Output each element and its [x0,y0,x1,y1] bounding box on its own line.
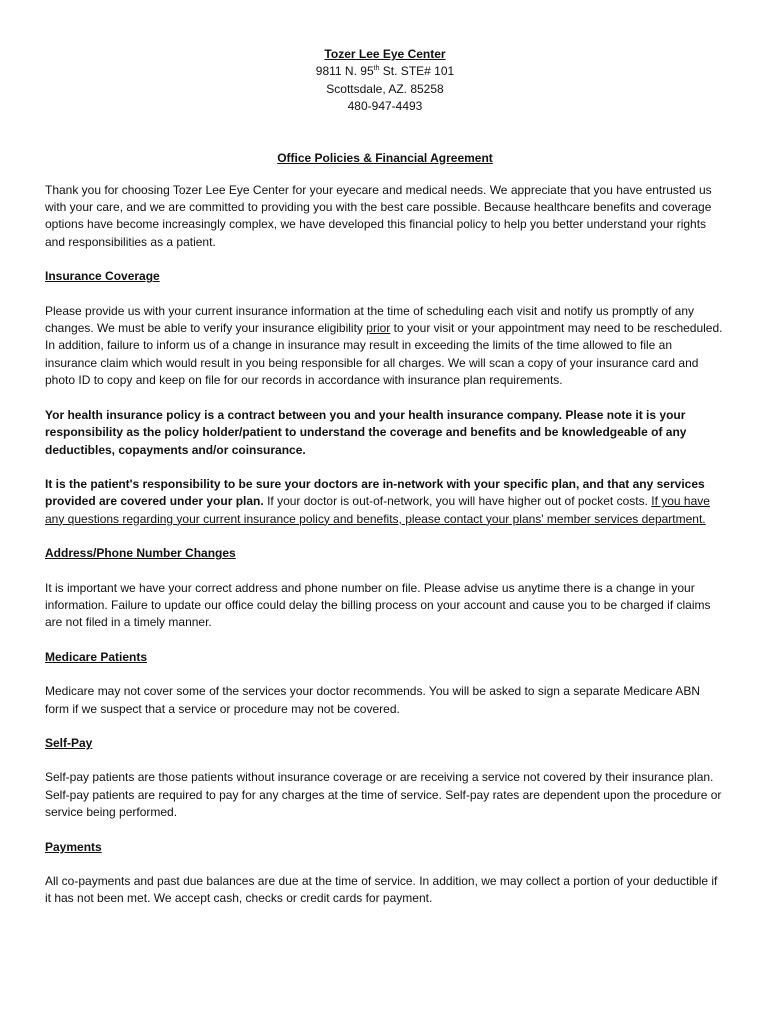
address-superscript: th [373,65,380,73]
org-name: Tozer Lee Eye Center [324,47,446,61]
document-title: Office Policies & Financial Agreement [277,150,493,165]
insurance-p1-text-a: Please provide us with your current insurance information at the time of scheduling each visit and notify us promptly of any changes. We must be able to verify your insurance eligibility [45,303,695,336]
insurance-paragraph-1 [45,303,725,390]
insurance-p1-text-b: to your visit or your appointment may need to be rescheduled. In addition, failure to inform us of a change in insurance may result in exceeding the limits of the time allowed to file an insurance claim which would result in you being responsible for all charges. We will scan a copy of your insurance card and photo ID to copy and keep on file for our records in accordance with insurance plan requirements. [45,321,723,388]
section-heading-medicare: Medicare Patients [45,649,148,664]
city-line: Scottsdale, AZ. 85258 [326,81,444,96]
section-heading-payments: Payments [45,839,102,854]
letterhead [45,46,725,116]
address-street: St. STE# 101 [379,64,455,79]
self-pay-paragraph: Self-pay patients are those patients without insurance coverage or are receiving a service not covered by their insurance plan. Self-pay patients are required to pay for any charges at the time of service. Self-pay rates are dependent upon the procedure or service being performed. [45,770,722,820]
address-paragraph: It is important we have your correct address and phone number on file. Please advise us anytime there is a change in your information. Failure to update our office could delay the billing process on your account and cause you to be charged if claims are not filed in a timely manner. [45,580,711,630]
section-heading-self-pay: Self-Pay [45,735,93,750]
section-heading-insurance: Insurance Coverage [45,269,160,284]
address-number: 9811 N. 95 [315,64,374,79]
payments-paragraph: All co-payments and past due balances are due at the time of service. In addition, we may collect a portion of your deductible if it has not been met. We accept cash, checks or credit cards for payment. [45,874,718,906]
insurance-paragraph-3 [45,476,725,528]
insurance-paragraph-2: Yor health insurance policy is a contract between you and your health insurance company. Please note it is your responsibility as the policy holder/patient to understand the coverage and benefits and be knowledgeable of any deductibles, copayments and/or coinsurance. [45,407,687,457]
insurance-p3-bold: It is the patient's responsibility to be sure your doctors are in-network with your specific plan, and that any services provided are covered under your plan. [45,476,705,509]
address-line [45,63,725,80]
intro-paragraph: Thank you for choosing Tozer Lee Eye Center for your eyecare and medical needs. We appreciate that you have entrusted us with your care, and we are committed to providing you with the best care possible. Because healthcare benefits and coverage options have become increasingly complex, we have developed this financial policy to help you better understand your rights and responsibilities as a patient. [45,182,712,249]
medicare-paragraph: Medicare may not cover some of the services your doctor recommends. You will be asked to sign a separate Medicare ABN form if we suspect that a service or procedure may not be covered. [45,684,700,716]
insurance-p1-prior: prior [366,321,391,336]
section-heading-address: Address/Phone Number Changes [45,546,236,561]
phone-number: 480-947-4493 [347,99,423,114]
insurance-p3-plain: If your doctor is out-of-network, you will have higher out of pocket costs. [263,494,652,509]
insurance-p3-underline: If you have any questions regarding your current insurance policy and benefits, please contact your plans' member services department. [45,494,710,526]
